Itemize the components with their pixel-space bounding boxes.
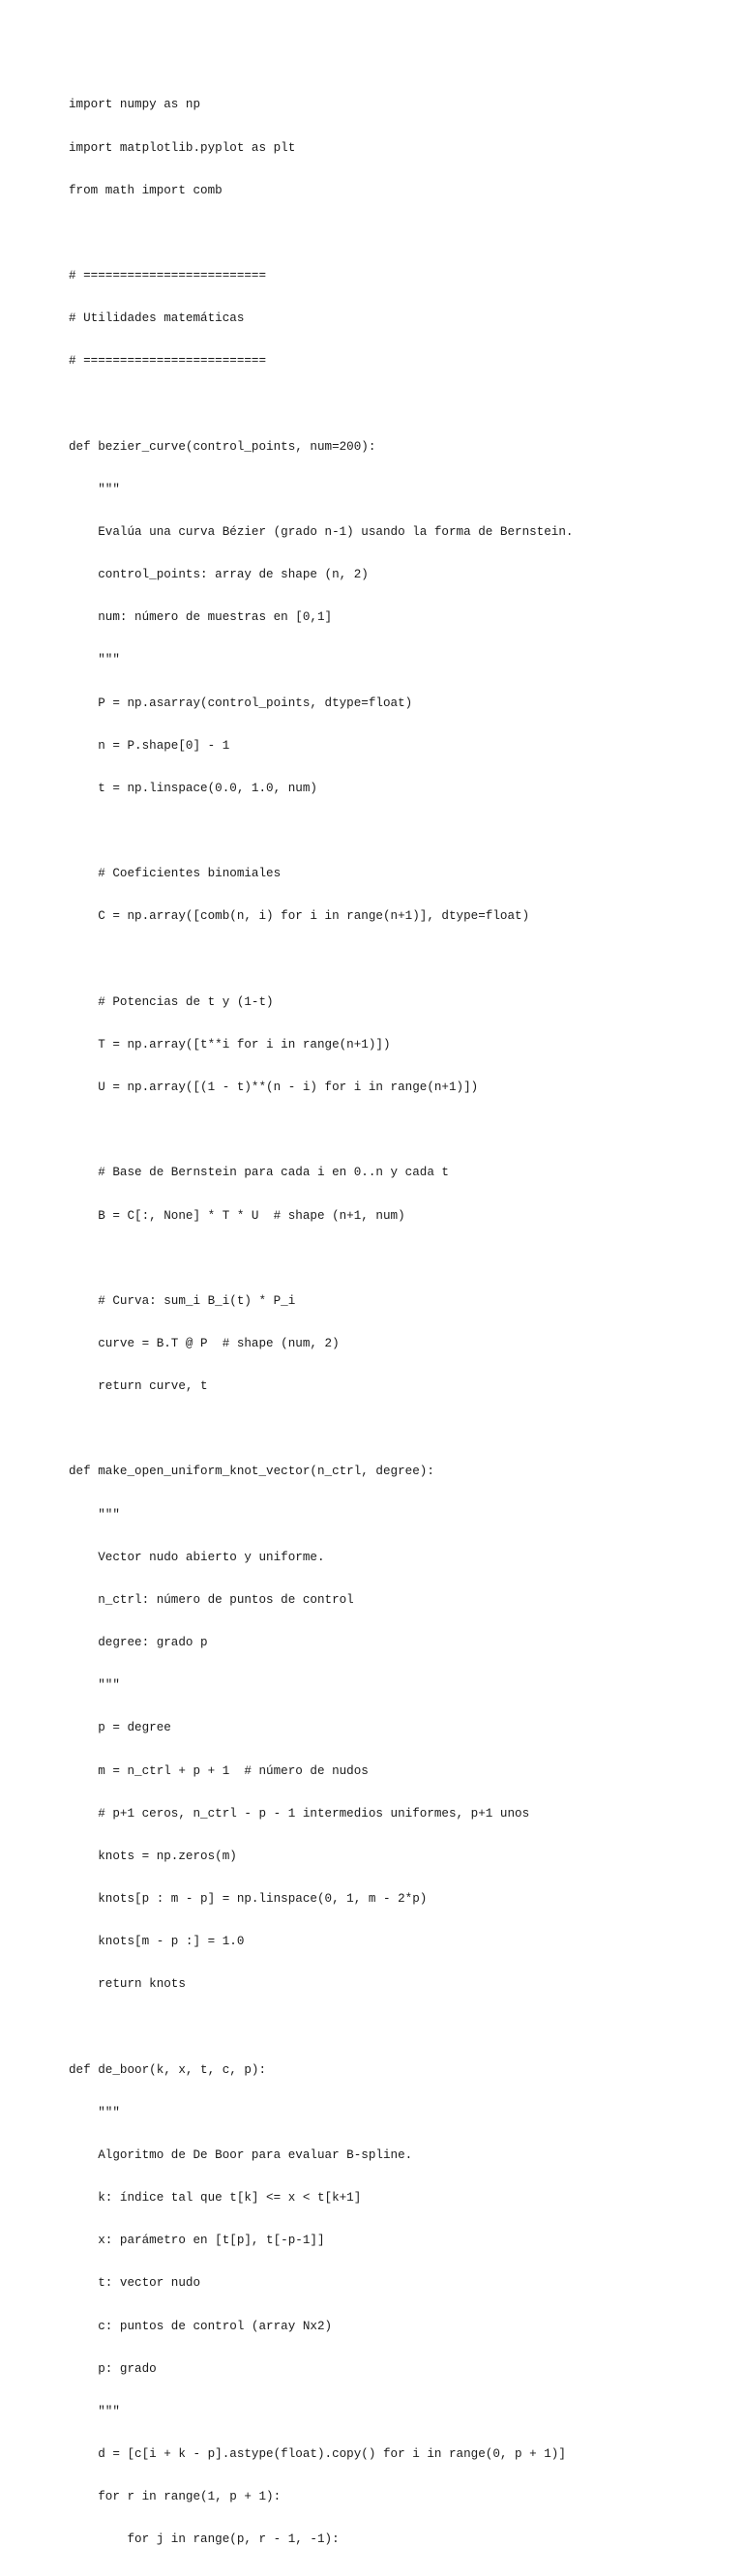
code-line: # ========================= bbox=[69, 354, 267, 369]
code-line: # Utilidades matemáticas bbox=[69, 311, 245, 326]
code-line: # Coeficientes binomiales bbox=[69, 867, 282, 881]
code-line: Algoritmo de De Boor para evaluar B-spline. bbox=[69, 2147, 413, 2162]
code-line: P = np.asarray(control_points, dtype=float) bbox=[69, 696, 413, 710]
code-line bbox=[69, 1123, 727, 1138]
code-line: return curve, t bbox=[69, 1379, 208, 1394]
code-line: U = np.array([(1 - t)**(n - i) for i in range(n+1)]) bbox=[69, 1081, 479, 1095]
code-line: """ bbox=[69, 1678, 120, 1693]
code-line: import matplotlib.pyplot as plt bbox=[69, 140, 296, 155]
code-line: def de_boor(k, x, t, c, p): bbox=[69, 2062, 267, 2077]
code-line: d = [c[i + k - p].astype(float).copy() for i in range(0, p + 1)] bbox=[69, 2447, 566, 2462]
code-line: # Potencias de t y (1-t) bbox=[69, 994, 274, 1009]
code-line: knots[p : m - p] = np.linspace(0, 1, m - 2*p) bbox=[69, 1892, 428, 1906]
code-line: x: parámetro en [t[p], t[-p-1]] bbox=[69, 2234, 325, 2248]
code-line: for j in range(p, r - 1, -1): bbox=[69, 2532, 340, 2547]
code-line: m = n_ctrl + p + 1 # número de nudos bbox=[69, 1763, 369, 1778]
code-line: B = C[:, None] * T * U # shape (n+1, num) bbox=[69, 1208, 405, 1223]
code-line: knots[m - p :] = 1.0 bbox=[69, 1935, 245, 1949]
code-line: c: puntos de control (array Nx2) bbox=[69, 2319, 333, 2333]
code-line: return knots bbox=[69, 1977, 186, 1992]
code-line bbox=[69, 1252, 727, 1266]
code-line bbox=[69, 226, 727, 241]
code-line bbox=[69, 953, 727, 967]
code-line bbox=[69, 398, 727, 412]
code-line: # Curva: sum_i B_i(t) * P_i bbox=[69, 1293, 296, 1308]
code-line: knots = np.zeros(m) bbox=[69, 1849, 237, 1863]
code-line: """ bbox=[69, 653, 120, 667]
code-line: """ bbox=[69, 1507, 120, 1522]
code-line: """ bbox=[69, 2105, 120, 2119]
code-line: control_points: array de shape (n, 2) bbox=[69, 568, 369, 582]
code-block bbox=[69, 70, 727, 2576]
code-line: t = np.linspace(0.0, 1.0, num) bbox=[69, 781, 317, 795]
code-line: p = degree bbox=[69, 1721, 171, 1735]
code-line: """ bbox=[69, 2404, 120, 2418]
code-line: # Base de Bernstein para cada i en 0..n y cada t bbox=[69, 1166, 449, 1180]
code-line: degree: grado p bbox=[69, 1636, 208, 1650]
code-line bbox=[69, 824, 727, 839]
code-line: t: vector nudo bbox=[69, 2276, 201, 2291]
code-line: def make_open_uniform_knot_vector(n_ctrl, degree): bbox=[69, 1465, 434, 1479]
code-line: n_ctrl: número de puntos de control bbox=[69, 1592, 354, 1607]
code-line: C = np.array([comb(n, i) for i in range(n+1)], dtype=float) bbox=[69, 909, 530, 924]
code-line: Vector nudo abierto y uniforme. bbox=[69, 1550, 325, 1564]
code-line: # ========================= bbox=[69, 269, 267, 283]
code-line: curve = B.T @ P # shape (num, 2) bbox=[69, 1336, 340, 1350]
code-line: # p+1 ceros, n_ctrl - p - 1 intermedios uniformes, p+1 unos bbox=[69, 1806, 530, 1821]
code-line: p: grado bbox=[69, 2361, 157, 2376]
code-line: n = P.shape[0] - 1 bbox=[69, 738, 230, 753]
code-line: Evalúa una curva Bézier (grado n-1) usando la forma de Bernstein. bbox=[69, 525, 574, 539]
code-line bbox=[69, 1422, 727, 1436]
code-line: from math import comb bbox=[69, 183, 223, 197]
code-line: for r in range(1, p + 1): bbox=[69, 2490, 282, 2504]
code-line: """ bbox=[69, 482, 120, 496]
code-line: T = np.array([t**i for i in range(n+1)]) bbox=[69, 1037, 391, 1051]
code-line: k: índice tal que t[k] <= x < t[k+1] bbox=[69, 2191, 362, 2206]
code-line: import numpy as np bbox=[69, 98, 201, 112]
code-line bbox=[69, 2020, 727, 2034]
code-line: def bezier_curve(control_points, num=200): bbox=[69, 439, 376, 454]
code-line: num: número de muestras en [0,1] bbox=[69, 610, 333, 625]
